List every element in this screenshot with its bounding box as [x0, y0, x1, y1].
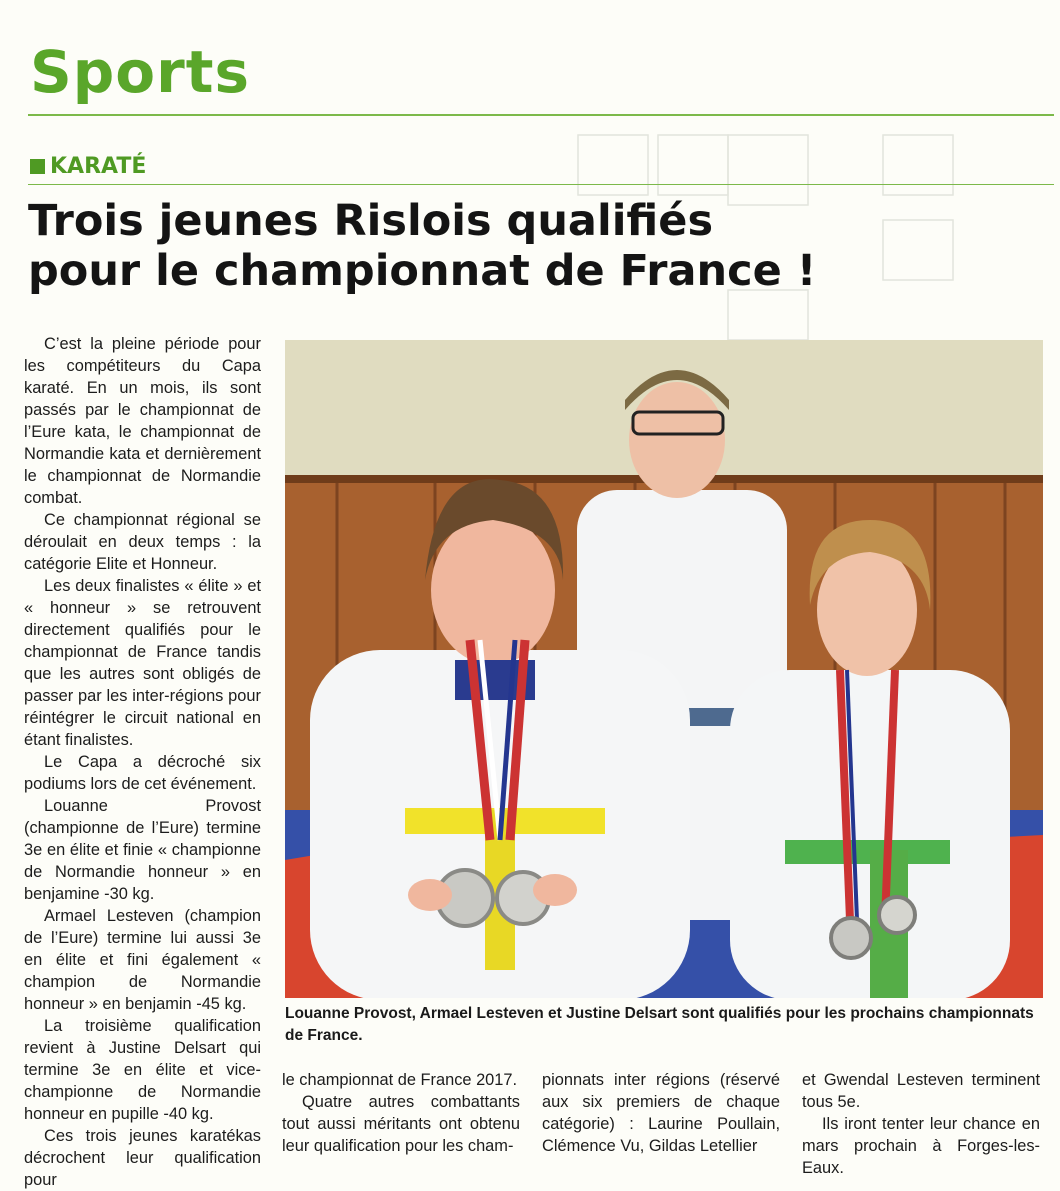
rubric-label: KARATÉ	[50, 154, 147, 179]
paragraph: Les deux finalistes « élite » et « honneur » se retrouvent directement qualifiés pour le championnat de France tandis que les autres sont obligés de passer par les inter-régions pour réintégrer le circuit national en étant finalistes.	[24, 577, 261, 749]
paragraph: pionnats inter régions (réservé aux six premiers de chaque catégorie) : Laurine Poullain, Clémence Vu, Gildas Letellier	[542, 1071, 780, 1155]
photo-illustration	[285, 340, 1043, 998]
paragraph: Ces trois jeunes karatékas décrochent leur qualification pour	[24, 1127, 261, 1189]
paragraph: Armael Lesteven (champion de l’Eure) termine lui aussi 3e en élite et fini également « champion de Normandie honneur » en benjamin -45 kg.	[24, 907, 261, 1013]
photo-caption: Louanne Provost, Armael Lesteven et Justine Delsart sont qualifiés pour les prochains championnats de France.	[285, 1005, 1034, 1044]
rubric-square	[30, 159, 45, 174]
paragraph: Quatre autres combattants tout aussi méritants ont obtenu leur qualification pour les cham-	[282, 1093, 520, 1155]
paragraph: La troisième qualification revient à Justine Delsart qui termine 3e en élite et vice-championne de Normandie honneur en pupille -40 kg.	[24, 1017, 261, 1123]
paragraph: C’est la pleine période pour les compétiteurs du Capa karaté. En un mois, ils sont passés par le championnat de l’Eure kata, le championnat de Normandie kata et dernièrement le championnat de Normandie combat.	[24, 335, 261, 507]
paragraph: Le Capa a décroché six podiums lors de cet événement.	[24, 753, 261, 793]
paragraph: Ce championnat régional se déroulait en deux temps : la catégorie Elite et Honneur.	[24, 511, 261, 573]
article-column-bottom-1	[282, 1069, 520, 1157]
headline-line-2: pour le championnat de France !	[28, 246, 817, 296]
section-rule	[28, 114, 1054, 116]
paragraph: et Gwendal Lesteven terminent tous 5e.	[802, 1071, 1040, 1111]
section-title: Sports	[30, 38, 250, 106]
paragraph: le championnat de France 2017.	[282, 1071, 518, 1089]
headline-line-1: Trois jeunes Rislois qualifiés	[28, 196, 714, 246]
paragraph: Ils iront tenter leur chance en mars prochain à Forges-les-Eaux.	[802, 1115, 1040, 1177]
article-photo	[285, 340, 1043, 998]
rubric	[30, 154, 146, 179]
article-column-bottom-3	[802, 1069, 1040, 1179]
headline	[28, 196, 1028, 296]
article-column-left	[24, 333, 261, 1191]
rubric-rule	[28, 184, 1054, 185]
paragraph: Louanne Provost (championne de l’Eure) termine 3e en élite et finie « championne de Normandie honneur » en benjamine -30 kg.	[24, 797, 261, 903]
article-column-bottom-2	[542, 1069, 780, 1157]
